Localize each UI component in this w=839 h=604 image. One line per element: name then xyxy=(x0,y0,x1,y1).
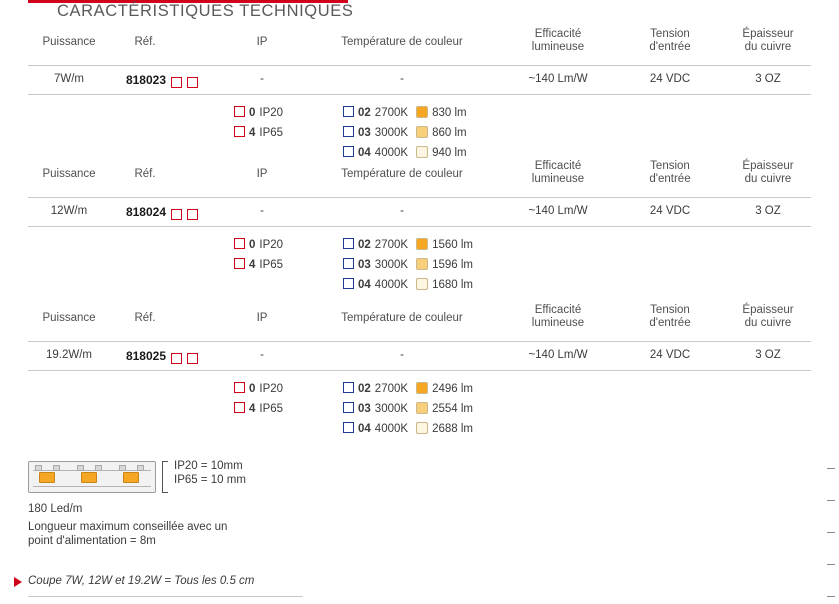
temp-checkbox[interactable] xyxy=(343,126,354,137)
temp-checkbox[interactable] xyxy=(343,146,354,157)
color-swatch xyxy=(416,402,428,414)
edge-marker xyxy=(827,532,835,533)
table-row xyxy=(0,198,839,226)
cell-power: 12W/m xyxy=(50,205,88,217)
max-length-label-line2: point d'alimentation = 8m xyxy=(28,535,156,547)
temp-option[interactable]: 04 4000K 1680 lm xyxy=(342,278,473,291)
edge-marker xyxy=(827,468,835,469)
temp-option[interactable]: 03 3000K 2554 lm xyxy=(342,402,473,415)
cut-note-arrow-icon xyxy=(14,577,22,587)
cell-ip-dash: - xyxy=(260,349,264,361)
ip20-width-label: IP20 = 10mm xyxy=(174,460,243,472)
header-ip: IP xyxy=(256,312,268,324)
header-ref: Réf. xyxy=(134,168,156,180)
led-chip xyxy=(123,472,139,483)
solder-pad xyxy=(119,465,126,471)
header-copper: Épaisseur du cuivre xyxy=(742,304,794,329)
header-copper: Épaisseur du cuivre xyxy=(742,160,794,185)
page-title: CARACTÉRISTIQUES TECHNIQUES xyxy=(57,2,354,20)
table-header xyxy=(0,26,839,62)
header-voltage: Tension d'entrée xyxy=(649,304,691,329)
led-chip xyxy=(81,472,97,483)
cell-efficacy: ~140 Lm/W xyxy=(528,349,588,361)
ref-checkbox-ip[interactable] xyxy=(171,77,182,88)
cell-temp-dash: - xyxy=(400,349,404,361)
ip-checkbox[interactable] xyxy=(234,402,245,413)
cell-ip-dash: - xyxy=(260,205,264,217)
table-row xyxy=(0,66,839,94)
ip-option[interactable]: 4 IP65 xyxy=(233,402,283,415)
cell-ip-dash: - xyxy=(260,73,264,85)
header-efficacy: Efficacité lumineuse xyxy=(531,304,585,329)
divider xyxy=(28,94,811,95)
temp-option[interactable]: 04 4000K 2688 lm xyxy=(342,422,473,435)
table-row xyxy=(0,342,839,370)
header-color-temp: Température de couleur xyxy=(341,168,463,180)
divider xyxy=(28,226,811,227)
dimension-brace xyxy=(162,461,168,493)
cell-copper: 3 OZ xyxy=(755,73,781,85)
ip65-width-label: IP65 = 10 mm xyxy=(174,474,246,486)
table-header xyxy=(0,302,839,338)
ref-checkbox-temp[interactable] xyxy=(187,209,198,220)
ip-checkbox[interactable] xyxy=(234,126,245,137)
color-swatch xyxy=(416,382,428,394)
ip-option[interactable]: 0 IP20 xyxy=(233,238,283,251)
cut-note-label: Coupe 7W, 12W et 19.2W = Tous les 0.5 cm xyxy=(28,575,255,587)
header-voltage: Tension d'entrée xyxy=(649,160,691,185)
temp-checkbox[interactable] xyxy=(343,422,354,433)
header-efficacy: Efficacité lumineuse xyxy=(531,160,585,185)
temp-checkbox[interactable] xyxy=(343,258,354,269)
ip-option[interactable]: 4 IP65 xyxy=(233,258,283,271)
color-swatch xyxy=(416,126,428,138)
header-power: Puissance xyxy=(42,312,96,324)
cell-efficacy: ~140 Lm/W xyxy=(528,205,588,217)
cell-voltage: 24 VDC xyxy=(649,73,691,85)
temp-option[interactable]: 02 2700K 830 lm xyxy=(342,106,467,119)
strip-trace xyxy=(33,486,151,487)
color-swatch xyxy=(416,106,428,118)
ip-checkbox[interactable] xyxy=(234,258,245,269)
cell-temp-dash: - xyxy=(400,73,404,85)
max-length-label-line1: Longueur maximum conseillée avec un xyxy=(28,521,228,533)
temp-option[interactable]: 02 2700K 1560 lm xyxy=(342,238,473,251)
ip-option[interactable]: 4 IP65 xyxy=(233,126,283,139)
temp-checkbox[interactable] xyxy=(343,238,354,249)
header-voltage: Tension d'entrée xyxy=(649,28,691,53)
cell-efficacy: ~140 Lm/W xyxy=(528,73,588,85)
footer-divider xyxy=(28,596,303,597)
solder-pad xyxy=(77,465,84,471)
header-efficacy: Efficacité lumineuse xyxy=(531,28,585,53)
cell-voltage: 24 VDC xyxy=(649,205,691,217)
solder-pad xyxy=(53,465,60,471)
ip-checkbox[interactable] xyxy=(234,106,245,117)
temp-checkbox[interactable] xyxy=(343,402,354,413)
cell-copper: 3 OZ xyxy=(755,205,781,217)
header-ip: IP xyxy=(256,36,268,48)
ref-checkbox-temp[interactable] xyxy=(187,353,198,364)
cell-ref: 818024 xyxy=(125,205,166,219)
temp-option[interactable]: 04 4000K 940 lm xyxy=(342,146,467,159)
cell-power: 19.2W/m xyxy=(45,349,92,361)
header-color-temp: Température de couleur xyxy=(341,36,463,48)
cell-ref: 818025 xyxy=(125,349,166,363)
temp-option[interactable]: 03 3000K 860 lm xyxy=(342,126,467,139)
color-swatch xyxy=(416,238,428,250)
ref-checkbox-ip[interactable] xyxy=(171,353,182,364)
led-density-label: 180 Led/m xyxy=(28,503,83,515)
header-ref: Réf. xyxy=(134,312,156,324)
ref-checkbox-ip[interactable] xyxy=(171,209,182,220)
cell-copper: 3 OZ xyxy=(755,349,781,361)
cell-voltage: 24 VDC xyxy=(649,349,691,361)
temp-checkbox[interactable] xyxy=(343,278,354,289)
header-color-temp: Température de couleur xyxy=(341,312,463,324)
header-power: Puissance xyxy=(42,36,96,48)
solder-pad xyxy=(95,465,102,471)
led-chip xyxy=(39,472,55,483)
header-power: Puissance xyxy=(42,168,96,180)
divider xyxy=(28,370,811,371)
cell-power: 7W/m xyxy=(53,73,85,85)
ip-checkbox[interactable] xyxy=(234,382,245,393)
led-strip-illustration xyxy=(28,461,156,493)
color-swatch xyxy=(416,258,428,270)
solder-pad xyxy=(35,465,42,471)
cell-temp-dash: - xyxy=(400,205,404,217)
header-ip: IP xyxy=(256,168,268,180)
temp-option[interactable]: 02 2700K 2496 lm xyxy=(342,382,473,395)
color-swatch xyxy=(416,422,428,434)
solder-pad xyxy=(137,465,144,471)
edge-marker xyxy=(827,564,835,565)
temp-checkbox[interactable] xyxy=(343,106,354,117)
color-swatch xyxy=(416,278,428,290)
temp-option[interactable]: 03 3000K 1596 lm xyxy=(342,258,473,271)
temp-checkbox[interactable] xyxy=(343,382,354,393)
page-title-block xyxy=(0,0,839,26)
header-ref: Réf. xyxy=(134,36,156,48)
ip-checkbox[interactable] xyxy=(234,238,245,249)
edge-marker xyxy=(827,500,835,501)
header-copper: Épaisseur du cuivre xyxy=(742,28,794,53)
table-header xyxy=(0,158,839,194)
color-swatch xyxy=(416,146,428,158)
edge-marker xyxy=(827,596,835,597)
cell-ref: 818023 xyxy=(125,73,166,87)
strip-trace xyxy=(33,470,151,471)
ref-checkbox-temp[interactable] xyxy=(187,77,198,88)
ip-option[interactable]: 0 IP20 xyxy=(233,106,283,119)
ip-option[interactable]: 0 IP20 xyxy=(233,382,283,395)
